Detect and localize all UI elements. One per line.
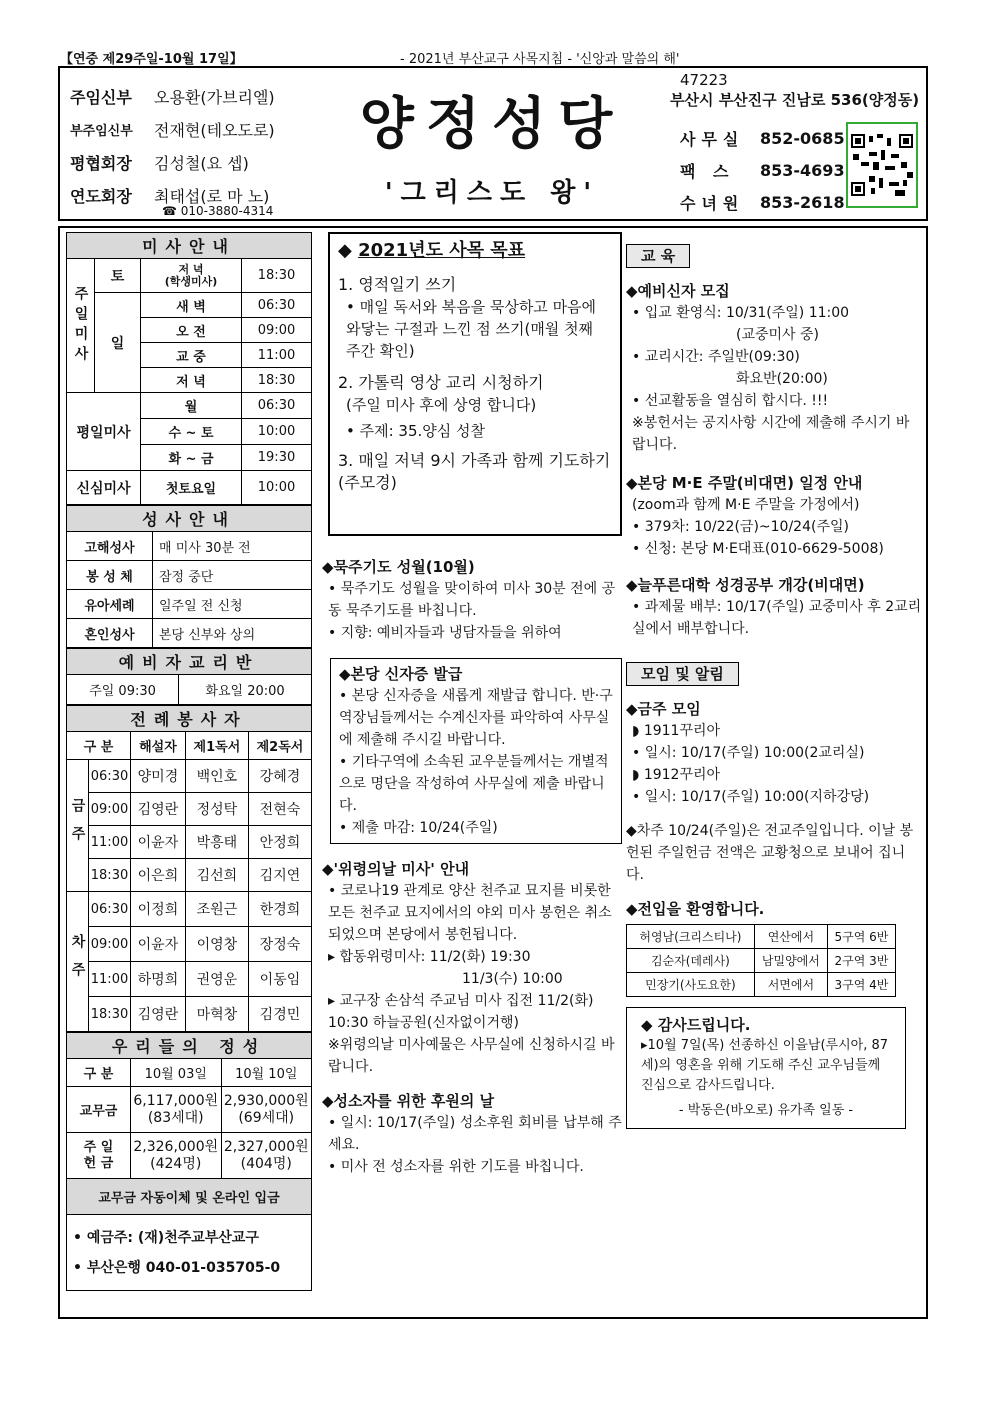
memorial-title: ◆'위령의날 미사' 안내 bbox=[322, 860, 470, 878]
rosary-line: • 묵주기도 성월을 맞이하여 미사 30분 전에 공동 묵주기도를 바칩니다. bbox=[328, 581, 616, 619]
thanks-box bbox=[626, 1007, 906, 1129]
education-tag: 교 육 bbox=[626, 244, 690, 268]
seminary-line: • 일시: 10/17(주일) 성소후원 회비를 납부해 주세요. bbox=[328, 1115, 622, 1153]
server-time: 06:30 bbox=[89, 760, 131, 793]
memorial-line: ▸ 교구장 손삼석 주교님 미사 집전 11/2(화) 10:30 하늘공원(신자없이거행) bbox=[328, 993, 594, 1031]
sunday-theme: '그리스도 왕' bbox=[384, 178, 600, 208]
contact-row bbox=[680, 122, 845, 154]
me-line: (zoom과 함께 M·E 주말을 가정에서) bbox=[632, 497, 860, 513]
server-time: 09:00 bbox=[89, 927, 131, 962]
server-name: 이동임 bbox=[248, 962, 311, 997]
address-block bbox=[670, 70, 919, 110]
server-name: 양미경 bbox=[131, 760, 186, 793]
sacrament-info: 본당 신부와 상의 bbox=[153, 619, 312, 648]
qr-code-icon bbox=[846, 122, 918, 208]
goals-title-text: 2021년도 사목 목표 bbox=[358, 240, 526, 261]
bible-study-title: ◆늘푸른대학 성경공부 개강(비대면) bbox=[626, 576, 865, 594]
next-week-label: 차주 bbox=[67, 892, 89, 1032]
offering-amount: 2,326,000원 bbox=[133, 1138, 219, 1155]
this-week-label: 금주 bbox=[67, 760, 89, 892]
id-card-title: ◆본당 신자증 발급 bbox=[339, 665, 463, 683]
server-time: 18:30 bbox=[89, 859, 131, 892]
contact-label: 팩 스 bbox=[680, 161, 735, 181]
server-name: 이은희 bbox=[131, 859, 186, 892]
servers-table bbox=[66, 705, 312, 1032]
servers-header: 제2독서 bbox=[248, 732, 311, 760]
server-name: 김경민 bbox=[248, 997, 311, 1032]
id-card-line: • 기타구역에 소속된 교우분들께서는 개별적으로 명단을 작성하여 사무실에 제출 바랍니다. bbox=[339, 754, 609, 814]
offering-value bbox=[131, 1133, 222, 1179]
mission-sunday-notice: ◆차주 10/24(주일)은 전교주일입니다. 이날 봉헌된 주일헌금 전액은 교황청으로 보내어 집니다. bbox=[626, 823, 914, 883]
mass-time: 06:30 bbox=[242, 293, 312, 318]
officer-phone: ☎ 010-3880-4314 bbox=[162, 204, 274, 218]
officer-name: 전재현(테오도로) bbox=[154, 121, 275, 140]
newcomer-from: 연산에서 bbox=[754, 925, 827, 949]
offering-count: (83세대) bbox=[147, 1109, 204, 1126]
server-time: 09:00 bbox=[89, 793, 131, 826]
id-card-box bbox=[330, 658, 622, 844]
offering-value bbox=[221, 1087, 312, 1133]
goal-2: 2. 가톨릭 영상 교리 시청하기 bbox=[338, 373, 544, 392]
mass-table bbox=[66, 232, 312, 505]
bulletin-body bbox=[58, 226, 928, 1319]
mass-time: 18:30 bbox=[242, 259, 312, 293]
server-time: 11:00 bbox=[89, 826, 131, 859]
sunday-label: 일 bbox=[95, 293, 141, 393]
servers-header: 제1독서 bbox=[185, 732, 248, 760]
contact-number: 853-2618 bbox=[760, 192, 845, 212]
sacrament-info: 매 미사 30분 전 bbox=[153, 532, 312, 561]
offering-header: 10월 03일 bbox=[131, 1059, 222, 1087]
offering-value bbox=[221, 1133, 312, 1179]
officers-list bbox=[70, 80, 275, 218]
week-label: 【연중 제29주일-10월 17일】 bbox=[60, 52, 243, 67]
server-name: 이윤자 bbox=[131, 927, 186, 962]
pastoral-goals bbox=[328, 232, 622, 536]
contact-row bbox=[680, 154, 845, 186]
servers-title: 전례봉사자 bbox=[67, 706, 312, 732]
newcomer-name: 허영남(크리스티나) bbox=[627, 925, 755, 949]
server-name: 김영란 bbox=[131, 793, 186, 826]
sacrament-info: 일주일 전 신청 bbox=[153, 590, 312, 619]
seminary-line: • 미사 전 성소자를 위한 기도를 바칩니다. bbox=[328, 1159, 584, 1175]
offering-amount: 2,930,000원 bbox=[223, 1092, 309, 1109]
offering-count: (404명) bbox=[240, 1155, 292, 1172]
memorial-line: ※위령의날 미사예물은 사무실에 신청하시길 바랍니다. bbox=[328, 1037, 615, 1075]
server-name: 김지연 bbox=[248, 859, 311, 892]
offering-header: 구 분 bbox=[67, 1059, 131, 1087]
server-name: 김선희 bbox=[185, 859, 248, 892]
offering-type: 주 일 헌 금 bbox=[67, 1133, 131, 1179]
server-time: 06:30 bbox=[89, 892, 131, 927]
goal-2-topic: • 주제: 35.양심 성찰 bbox=[346, 422, 486, 440]
contact-label: 수녀원 bbox=[680, 193, 745, 213]
me-line: • 379차: 10/22(금)~10/24(주일) bbox=[632, 519, 849, 535]
mass-time: 06:30 bbox=[242, 393, 312, 419]
contact-number: 853-4693 bbox=[760, 160, 845, 180]
meeting-line: • 일시: 10/17(주일) 10:00(2교리실) bbox=[632, 745, 865, 761]
rosary-line: • 지향: 예비자들과 냉담자들을 위하여 bbox=[328, 625, 562, 641]
server-time: 11:00 bbox=[89, 962, 131, 997]
server-name: 권영운 bbox=[185, 962, 248, 997]
thanks-signature: - 박동은(바오로) 유가족 일동 - bbox=[678, 1103, 854, 1118]
memorial-line: ▸ 합동위령미사: 11/2(화) 19:30 bbox=[328, 949, 531, 965]
edu-line: (교중미사 중) bbox=[736, 327, 819, 343]
newcomer-from: 남밀양에서 bbox=[754, 949, 827, 973]
contact-row bbox=[680, 186, 845, 218]
server-name: 하명희 bbox=[131, 962, 186, 997]
server-name: 조원근 bbox=[185, 892, 248, 927]
goals-title: ◆ 2021년도 사목 목표 bbox=[338, 240, 526, 261]
memorial-line: 11/3(수) 10:00 bbox=[462, 971, 563, 987]
mass-title: 미사안내 bbox=[67, 233, 312, 259]
officer-row bbox=[70, 80, 275, 113]
officer-name: 최태섭(로 마 노) bbox=[154, 187, 270, 206]
id-card-line: • 본당 신자증을 새롭게 재발급 합니다. 반·구역장님들께서는 수계신자를 파악하여 사무실에 제출해 주시길 바랍니다. bbox=[339, 688, 613, 748]
address: 부산시 부산진구 진남로 536(양정동) bbox=[670, 91, 920, 109]
catechumen-title: ◆예비신자 모집 bbox=[626, 282, 730, 300]
bulletin-header bbox=[58, 66, 928, 221]
server-name: 장정숙 bbox=[248, 927, 311, 962]
mass-time: 10:00 bbox=[242, 471, 312, 505]
sunday-mass-label: 주일미사 bbox=[67, 259, 95, 393]
welcome-row bbox=[627, 925, 896, 949]
sacrament-table bbox=[66, 505, 312, 648]
edu-line: • 선교활동을 열심히 합시다. !!! bbox=[632, 393, 829, 409]
server-name: 박흥태 bbox=[185, 826, 248, 859]
mass-time: 10:00 bbox=[242, 419, 312, 445]
goal-1: 1. 영적일기 쓰기 bbox=[338, 275, 457, 294]
devotional-mass-label: 신심미사 bbox=[67, 471, 141, 505]
officer-role: 부주임신부 bbox=[70, 124, 133, 139]
newcomer-name: 김순자(데레사) bbox=[627, 949, 755, 973]
notice-tag: 모임 및 알림 bbox=[626, 662, 739, 686]
sacrament-title: 성사안내 bbox=[67, 506, 312, 532]
me-line: • 신청: 본당 M·E대표(010-6629-5008) bbox=[632, 541, 884, 557]
meeting-line: • 일시: 10/17(주일) 10:00(지하강당) bbox=[632, 789, 870, 805]
sacrament-name: 유아세례 bbox=[67, 590, 153, 619]
offering-amount: 2,327,000원 bbox=[223, 1138, 309, 1155]
goal-3: 3. 매일 저녁 9시 가족과 함께 기도하기(주모경) bbox=[338, 451, 611, 492]
newcomer-from: 서면에서 bbox=[754, 973, 827, 997]
sacrament-name: 고해성사 bbox=[67, 532, 153, 561]
offering-value bbox=[131, 1087, 222, 1133]
offering-title: 우리들의 정성 bbox=[67, 1033, 312, 1059]
account-holder: • 예금주: (재)천주교부산교구 bbox=[73, 1229, 259, 1246]
diocese-motto: - 2021년 부산교구 사목지침 - '신앙과 말씀의 해' bbox=[400, 52, 680, 67]
mass-name: 교 중 bbox=[141, 343, 242, 368]
server-name: 마혁창 bbox=[185, 997, 248, 1032]
mass-name: 새 벽 bbox=[141, 293, 242, 318]
bank-info bbox=[67, 1215, 312, 1291]
newcomer-district: 5구역 6반 bbox=[827, 925, 895, 949]
officer-role: 평협회장 bbox=[70, 154, 132, 173]
offering-amount: 6,117,000원 bbox=[133, 1092, 219, 1109]
bank-account: • 부산은행 040-01-035705-0 bbox=[73, 1259, 281, 1276]
server-name: 안정희 bbox=[248, 826, 311, 859]
top-line bbox=[60, 48, 930, 68]
contact-number: 852-0685 bbox=[760, 128, 845, 148]
offering-header: 10월 10일 bbox=[221, 1059, 312, 1087]
seminary-title: ◆성소자를 위한 후원의 날 bbox=[322, 1092, 495, 1110]
server-time: 18:30 bbox=[89, 997, 131, 1032]
catechism-tuesday: 화요일 20:00 bbox=[179, 675, 312, 705]
server-name: 이정희 bbox=[131, 892, 186, 927]
welcome-table bbox=[626, 924, 896, 997]
officer-row bbox=[70, 113, 275, 146]
church-name: 양정성당 bbox=[359, 91, 625, 157]
mass-time: 18:30 bbox=[242, 368, 312, 393]
edu-line: • 교리시간: 주일반(09:30) bbox=[632, 349, 800, 365]
mass-time: 19:30 bbox=[242, 445, 312, 471]
weekday-mass-label: 평일미사 bbox=[67, 393, 141, 471]
server-name: 백인호 bbox=[185, 760, 248, 793]
edu-line: 화요반(20:00) bbox=[736, 371, 828, 387]
officer-role: 연도회장 bbox=[70, 187, 132, 206]
catechism-sunday: 주일 09:30 bbox=[67, 675, 179, 705]
meeting-title: ◆금주 모임 bbox=[626, 700, 701, 718]
edu-line: • 입교 환영식: 10/31(주일) 11:00 bbox=[632, 305, 850, 321]
mass-name: 저 녁 (학생미사) bbox=[141, 259, 242, 293]
mass-time: 11:00 bbox=[242, 343, 312, 368]
contact-label: 사무실 bbox=[680, 129, 745, 149]
server-name: 김영란 bbox=[131, 997, 186, 1032]
meeting-line: ◗ 1912꾸리아 bbox=[632, 767, 721, 783]
mass-name: 오 전 bbox=[141, 318, 242, 343]
thanks-body: ▸10월 7일(목) 선종하신 이을남(루시아, 87세)의 영혼을 위해 기도해 주신 교우님들께 진심으로 감사드립니다. bbox=[641, 1038, 889, 1093]
newcomer-name: 민장기(사도요한) bbox=[627, 973, 755, 997]
servers-header: 해설자 bbox=[131, 732, 186, 760]
newcomer-district: 2구역 3반 bbox=[827, 949, 895, 973]
server-name: 한경희 bbox=[248, 892, 311, 927]
officer-row bbox=[70, 146, 275, 179]
thanks-title: ◆ 감사드립니다. bbox=[641, 1016, 751, 1034]
server-name: 정성탁 bbox=[185, 793, 248, 826]
goal-1-detail: • 매일 독서와 복음을 묵상하고 마음에 와닿는 구절과 느낀 점 쓰기(매월 첫째 주간 확인) bbox=[346, 298, 597, 360]
middle-column bbox=[322, 232, 622, 1178]
mass-name: 화 ~ 금 bbox=[141, 445, 242, 471]
mass-name: 월 bbox=[141, 393, 242, 419]
sacrament-name: 봉 성 체 bbox=[67, 561, 153, 590]
rosary-title: ◆묵주기도 성월(10월) bbox=[322, 558, 475, 576]
offering-type: 교무금 bbox=[67, 1087, 131, 1133]
sacrament-info: 잠정 중단 bbox=[153, 561, 312, 590]
postcode: 47223 bbox=[680, 71, 728, 89]
newcomer-district: 3구역 4반 bbox=[827, 973, 895, 997]
server-name: 전현숙 bbox=[248, 793, 311, 826]
mass-name: 첫토요일 bbox=[141, 471, 242, 505]
left-column bbox=[66, 232, 312, 1291]
memorial-line: • 코로나19 관계로 양산 천주교 묘지를 비롯한 모든 천주교 묘지에서의 야외 미사 봉헌은 취소되었으며 본당에서 봉헌됩니다. bbox=[328, 883, 612, 943]
mass-time: 09:00 bbox=[242, 318, 312, 343]
welcome-title: ◆전입을 환영합니다. bbox=[626, 900, 765, 918]
mass-name: 수 ~ 토 bbox=[141, 419, 242, 445]
offering-table bbox=[66, 1032, 312, 1291]
id-card-line: • 제출 마감: 10/24(주일) bbox=[339, 820, 498, 836]
server-name: 이영창 bbox=[185, 927, 248, 962]
goal-2-detail: (주일 미사 후에 상영 합니다) bbox=[346, 396, 537, 414]
catechism-title: 예비자교리반 bbox=[67, 649, 312, 675]
me-title: ◆본당 M·E 주말(비대면) 일정 안내 bbox=[626, 474, 863, 492]
right-column bbox=[626, 244, 922, 1129]
meeting-line: ◗ 1911꾸리아 bbox=[632, 723, 721, 739]
welcome-row bbox=[627, 973, 896, 997]
officer-role: 주임신부 bbox=[70, 88, 132, 107]
offering-count: (424명) bbox=[150, 1155, 202, 1172]
saturday-label: 토 bbox=[95, 259, 141, 293]
officer-name: 오용환(가브리엘) bbox=[154, 88, 275, 107]
contacts bbox=[680, 122, 845, 218]
mass-name: 저 녁 bbox=[141, 368, 242, 393]
bible-study-line: • 과제물 배부: 10/17(주일) 교중미사 후 2교리실에서 배부합니다. bbox=[632, 599, 922, 637]
sacrament-name: 혼인성사 bbox=[67, 619, 153, 648]
officer-name: 김성철(요 셉) bbox=[154, 154, 249, 173]
servers-header: 구 분 bbox=[67, 732, 131, 760]
offering-count: (69세대) bbox=[238, 1109, 295, 1126]
welcome-row bbox=[627, 949, 896, 973]
server-name: 이윤자 bbox=[131, 826, 186, 859]
server-name: 강혜경 bbox=[248, 760, 311, 793]
edu-line: ※봉헌서는 공지사항 시간에 제출해 주시기 바랍니다. bbox=[632, 415, 910, 453]
auto-transfer-title: 교무금 자동이체 및 온라인 입금 bbox=[67, 1179, 312, 1215]
catechism-table bbox=[66, 648, 312, 705]
